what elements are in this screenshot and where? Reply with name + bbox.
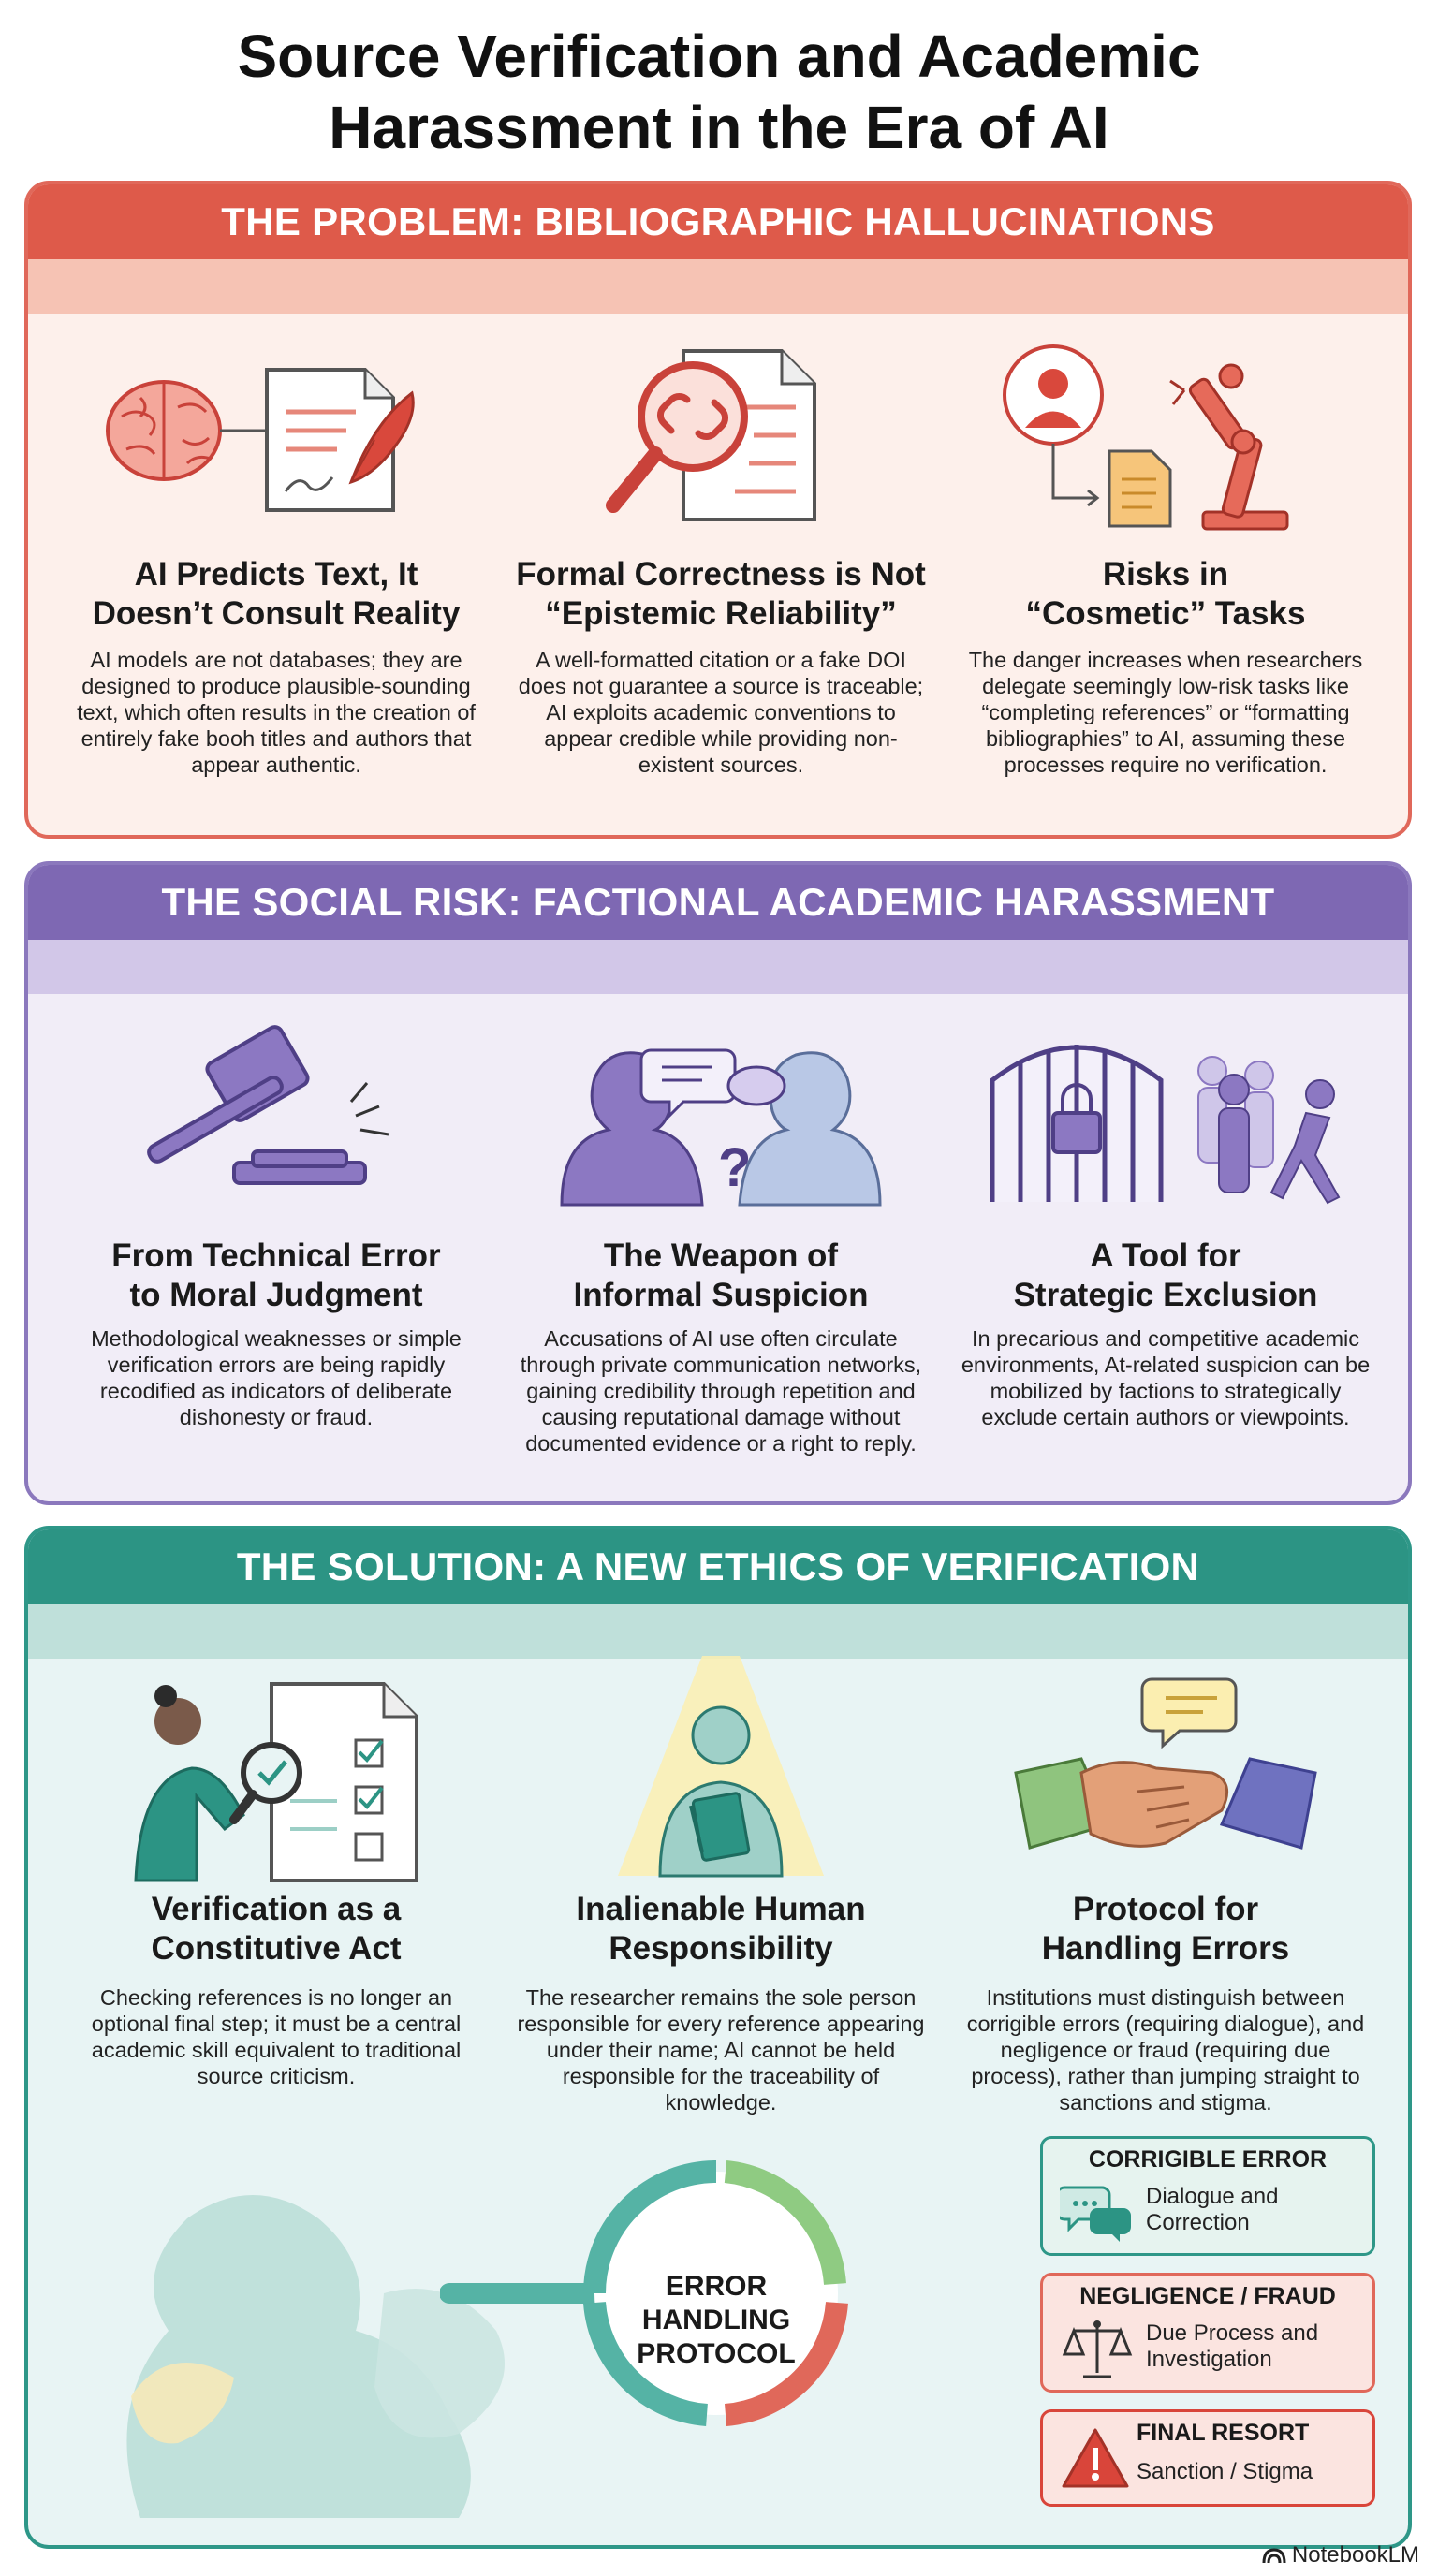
problem-card-3-title-line2: “Cosmetic” Tasks [1025, 595, 1306, 632]
social-card-2-body: Accusations of AI use often circulate through private communication networks, gaining credibility through repetition and causing reputational damage without documented evidence or a right to reply. [520, 1326, 922, 1456]
whispering-people-icon [557, 1013, 885, 1209]
social-card-3-title-line2: Strategic Exclusion [1013, 1277, 1318, 1313]
solution-card-3-body: Institutions must distinguish between corrigible errors (requiring dialogue), and negligence or fraud (requiring due process), rather than jumping straight to sanctions and stigma. [966, 1985, 1365, 2115]
problem-card-2 [501, 184, 941, 839]
solution-card-2-body: The researcher remains the sole person responsible for every reference appearing under their name; AI cannot be held responsible for the traceability of knowledge. [517, 1985, 925, 2115]
solution-card-2 [501, 1530, 941, 2185]
svg-text:?: ? [718, 1137, 752, 1198]
protocol-final-resort-title: FINAL RESORT [1137, 2420, 1310, 2446]
problem-card-2-title-line1: Formal Correctness is Not [516, 556, 926, 593]
social-card-2-title [501, 1237, 941, 1315]
footer-brand [1262, 2542, 1419, 2569]
solution-card-1-title [56, 1890, 496, 1969]
solution-card-3 [946, 1530, 1386, 2185]
locked-gate-exclusion-icon [983, 1024, 1376, 1211]
problem-card-1-body: AI models are not databases; they are designed to produce plausible-sounding text, which often results in the creation of entirely fake booh titles and authors that appear authentic. [77, 648, 476, 777]
solution-card-2-title-line2: Responsibility [609, 1930, 833, 1967]
spotlight-person-book-icon [609, 1656, 833, 1881]
solution-card-3-title-line2: Handling Errors [1041, 1930, 1290, 1967]
social-card-3 [946, 865, 1386, 1501]
page-title-line2: Harassment in the Era of AI [329, 94, 1109, 161]
speech-bubbles-icon [1060, 2180, 1135, 2242]
page-title-line1: Source Verification and Academic [237, 22, 1201, 90]
protocol-final-resort [1040, 2409, 1375, 2507]
solution-header: THE SOLUTION: A NEW ETHICS OF VERIFICATION [28, 1530, 1408, 1604]
protocol-negligence-fraud [1040, 2273, 1375, 2393]
social-card-1-title-line2: to Moral Judgment [129, 1277, 423, 1313]
social-card-1 [56, 865, 496, 1501]
solution-card-2-title-line1: Inalienable Human [576, 1891, 866, 1927]
problem-section [24, 181, 1412, 839]
social-header: THE SOCIAL RISK: FACTIONAL ACADEMIC HARASSMENT [28, 865, 1408, 940]
scales-icon [1060, 2317, 1135, 2382]
solution-card-1 [56, 1530, 496, 2185]
broken-link-magnifier-icon [594, 342, 847, 529]
social-card-3-body: In precarious and competitive academic environments, At-related suspicion can be mobilized by factions to strategically exclude certain authors or viewpoints. [961, 1326, 1371, 1429]
problem-header: THE PROBLEM: BIBLIOGRAPHIC HALLUCINATIONS [28, 184, 1408, 259]
problem-card-3-title [946, 555, 1386, 634]
researcher-checklist-icon [126, 1670, 435, 1885]
social-card-2-title-line2: Informal Suspicion [573, 1277, 869, 1313]
protocol-negligence-title: NEGLIGENCE / FRAUD [1079, 2283, 1336, 2309]
brain-document-icon [94, 351, 468, 520]
social-card-2 [501, 865, 941, 1501]
problem-card-1-title-line1: AI Predicts Text, It [134, 556, 418, 593]
social-card-1-title [56, 1237, 496, 1315]
notebooklm-logo-icon [1262, 2546, 1286, 2565]
protocol-corrigible-text: Dialogue and Correction [1146, 2184, 1279, 2235]
problem-card-3-title-line1: Risks in [1102, 556, 1229, 593]
problem-card-2-title-line2: “Epistemic Reliability” [545, 595, 897, 632]
problem-card-1-title [56, 555, 496, 634]
gavel-icon [122, 1022, 431, 1200]
social-card-3-title-line1: A Tool for [1090, 1237, 1241, 1274]
solution-card-2-title [501, 1890, 941, 1969]
wheel-label: ERROR HANDLING PROTOCOL [637, 2271, 796, 2369]
solution-card-1-title-line1: Verification as a [151, 1891, 402, 1927]
solution-card-1-title-line2: Constitutive Act [151, 1930, 402, 1967]
warning-triangle-icon [1060, 2425, 1131, 2491]
social-card-2-title-line1: The Weapon of [603, 1237, 839, 1274]
problem-card-1-title-line2: Doesn’t Consult Reality [92, 595, 461, 632]
problem-card-1 [56, 184, 496, 839]
protocol-negligence-text: Due Process and Investigation [1146, 2320, 1319, 2372]
footer-brand-label: NotebookLM [1291, 2542, 1419, 2568]
social-section [24, 861, 1412, 1505]
solution-card-3-title [946, 1890, 1386, 1969]
problem-card-2-body: A well-formatted citation or a fake DOI does not guarantee a source is traceable; AI exploits academic conventions to appear credible while providing non-existent sources. [518, 648, 924, 777]
solution-card-3-title-line1: Protocol for [1072, 1891, 1259, 1927]
page-title [0, 21, 1438, 163]
social-card-1-title-line1: From Technical Error [111, 1237, 441, 1274]
protocol-corrigible-error [1040, 2136, 1375, 2256]
problem-card-2-title [501, 555, 941, 634]
social-card-1-body: Methodological weaknesses or simple verification errors are being rapidly recodified as indicators of deliberate dishonesty or fraud. [91, 1326, 462, 1429]
person-robot-arm-icon [1002, 339, 1320, 535]
problem-card-3-body: The danger increases when researchers delegate seemingly low-risk tasks like “completing references” or “formatting bibliographies” to AI, assuming these processes require no verification. [968, 648, 1363, 777]
protocol-corrigible-title: CORRIGIBLE ERROR [1088, 2146, 1328, 2173]
protocol-final-resort-text: Sanction / Stigma [1137, 2459, 1313, 2484]
problem-card-3 [946, 184, 1386, 839]
social-card-3-title [946, 1237, 1386, 1315]
solution-card-1-body: Checking references is no longer an optional final step; it must be a central academic skill equivalent to traditional source criticism. [91, 1985, 462, 2088]
handshake-icon [1006, 1670, 1325, 1876]
